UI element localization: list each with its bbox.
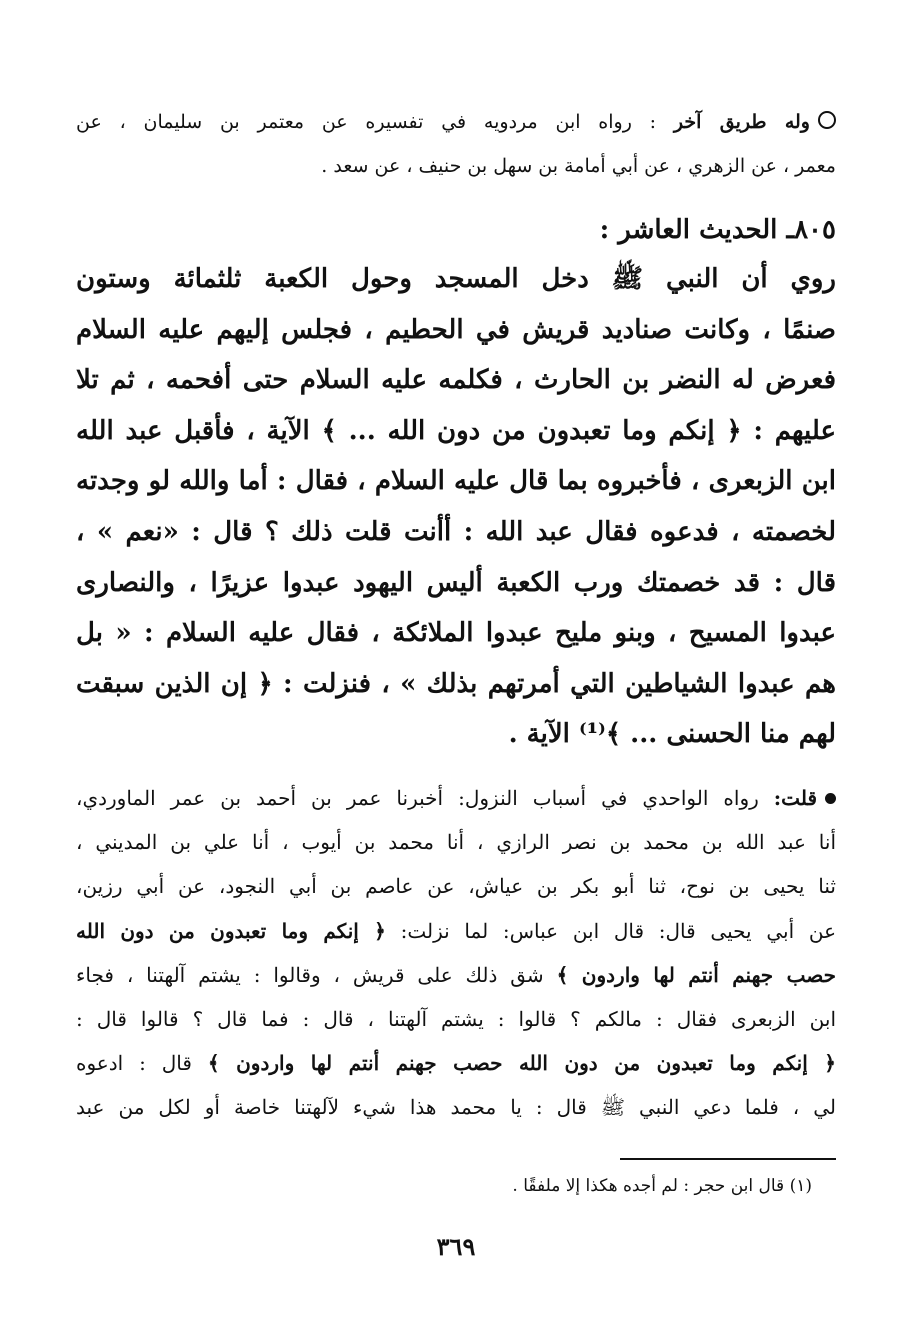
commentary-text: قال : ادعوه [76, 1051, 192, 1076]
commentary-line [76, 909, 836, 953]
hadith-line: عبدوا المسيح ، وبنو مليح عبدوا الملائكة ، فقال عليه السلام : « بل [76, 618, 836, 649]
other-route-text: : رواه ابن مردويه في تفسيره عن معتمر بن سليمان ، عن [76, 111, 657, 133]
commentary-text: عن أبي يحيى قال: قال ابن عباس: لما نزلت: [400, 918, 836, 943]
quran-quote: حصب جهنم أنتم لها واردون ﴾ [556, 962, 836, 987]
commentary-text: رواه الواحدي في أسباب النزول: أخبرنا عمر بن أحمد بن عمر الماوردي، [76, 785, 759, 810]
hadith-heading: ٨٠٥ـ الحديث العاشر : [599, 215, 836, 245]
other-route-line-1 [76, 100, 836, 144]
hadith-line: لهم منا الحسنى ... ﴾⁽¹⁾ الآية . [508, 719, 836, 750]
commentary-lead: قلت: [773, 785, 817, 810]
hadith-text [76, 254, 836, 760]
hadith-line: روي أن النبي ﷺ دخل المسجد وحول الكعبة ثلثمائة وستون [76, 264, 836, 294]
commentary-line: أنا عبد الله بن محمد بن نصر الرازي ، أنا محمد بن أيوب ، أنا علي بن المديني ، [76, 830, 836, 855]
hadith-line: عليهم : ﴿ إنكم وما تعبدون من دون الله ... ﴾ الآية ، فأقبل عبد الله [76, 415, 836, 446]
other-route-line-2: معمر ، عن الزهري ، عن أبي أمامة بن سهل بن حنيف ، عن سعد . [321, 155, 836, 177]
hadith-line: هم عبدوا الشياطين التي أمرتهم بذلك » ، فنزلت : ﴿ إن الذين سبقت [76, 668, 836, 699]
quran-quote: ﴿ إنكم وما تعبدون من دون الله [76, 918, 386, 943]
hollow-circle-icon [818, 111, 836, 129]
commentary-line [76, 1041, 836, 1085]
page-number: ٣٦٩ [436, 1232, 476, 1261]
commentary-line [76, 953, 836, 997]
footnote: (١) قال ابن حجر : لم أجده هكذا إلا ملفقًا . [512, 1176, 812, 1196]
other-route-lead: وله طريق آخر [673, 111, 810, 133]
hadith-line: فعرض له النضر بن الحارث ، فكلمه عليه السلام حتى أفحمه ، ثم تلا [76, 365, 836, 396]
bullet-icon [825, 793, 836, 804]
hadith-line: ابن الزبعرى ، فأخبروه بما قال عليه السلام ، فقال : أما والله لو وجدته [76, 466, 836, 497]
commentary-text: شق ذلك على قريش ، وقالوا : يشتم آلهتنا ، فجاء [76, 962, 544, 987]
commentary-line: ثنا يحيى بن نوح، ثنا أبو بكر بن عياش، عن عاصم بن أبي النجود، عن أبي رزين، [76, 874, 836, 899]
quran-quote: ﴿ إنكم وما تعبدون من دون الله حصب جهنم أنتم لها واردون ﴾ [207, 1051, 836, 1076]
commentary-line: ابن الزبعرى فقال : مالكم ؟ قالوا : يشتم آلهتنا ، قال : فما قال ؟ قالوا قال : [76, 1006, 836, 1031]
commentary-line: لي ، فلما دعي النبي ﷺ قال : يا محمد هذا شيء لآلهتنا خاصة أو لكل من عبد [76, 1095, 836, 1120]
hadith-line: صنمًا ، وكانت صناديد قريش في الحطيم ، فجلس إليهم عليه السلام [76, 314, 836, 345]
other-route-paragraph [76, 100, 836, 188]
footnote-divider [620, 1158, 836, 1160]
hadith-line: لخصمته ، فدعوه فقال عبد الله : أأنت قلت ذلك ؟ قال : «نعم » ، [76, 516, 836, 547]
commentary-line [76, 776, 836, 820]
commentary-paragraph [76, 776, 836, 1130]
hadith-line: قال : قد خصمتك ورب الكعبة أليس اليهود عبدوا عزيرًا ، والنصارى [76, 567, 836, 598]
